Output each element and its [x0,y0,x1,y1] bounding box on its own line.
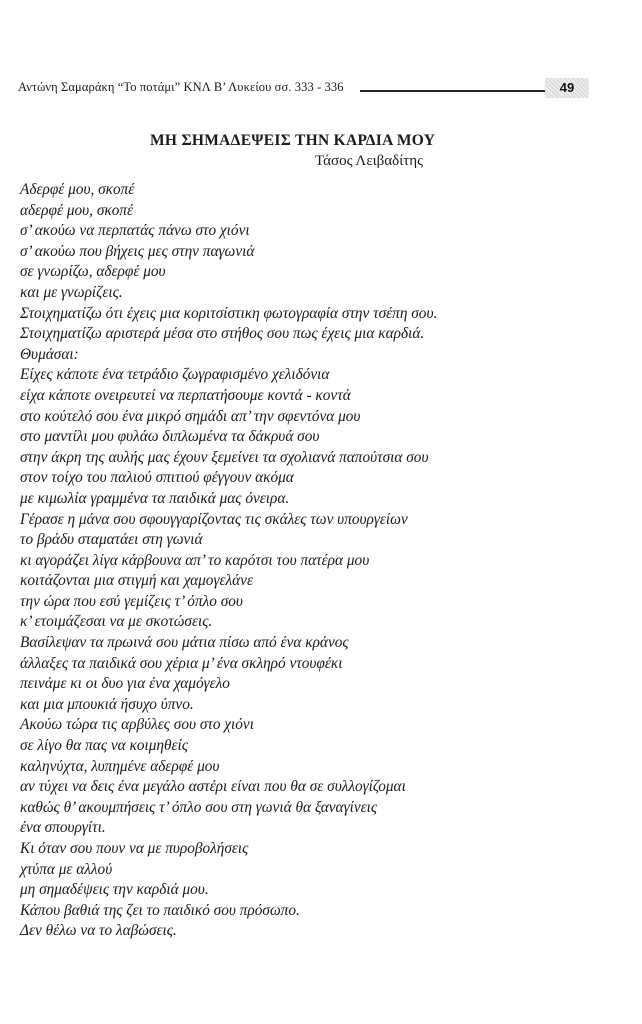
poem-line: κοιτάζονται μια στιγμή και χαμογελάνε [20,572,253,590]
poem-line: πεινάμε κι οι δυο για ένα χαμόγελο [20,675,230,693]
page-header [18,78,628,100]
poem-line: Δεν θέλω να το λαβώσεις. [20,922,177,940]
poem-line: μη σημαδέψεις την καρδιά μου. [20,881,209,899]
poem-line: Στοιχηματίζω αριστερά μέσα στο στήθος σου πως έχεις μια καρδιά. [20,325,425,343]
poem-line: Βασίλεψαν τα πρωινά σου μάτια πίσω από ένα κράνος [20,634,349,652]
poem-line: Γέρασε η μάνα σου σφουγγαρίζοντας τις σκάλες των υπουργείων [20,510,408,528]
source-citation: Αντώνη Σαμαράκη “Το ποτάμι” ΚΝΛ Β’ Λυκείου σσ. 333 - 336 [18,80,344,94]
poem-line: αδερφέ μου, σκοπέ [20,201,134,219]
poem-line: Ακούω τώρα τις αρβύλες σου στο χιόνι [20,716,254,734]
poem-line: και με γνωρίζεις. [20,283,123,301]
poem-line: Κι όταν σου πουν να με πυροβολήσεις [20,840,249,857]
poem-line: κ’ ετοιμάζεσαι να με σκοτώσεις. [20,613,213,631]
poem-line: αν τύχει να δεις ένα μεγάλο αστέρι είναι που θα σε συλλογίζομαι [20,778,406,796]
poem-line: στο κούτελό σου ένα μικρό σημάδι απ’ την σφεντόνα μου [20,407,361,425]
poem-line: ένα σπουργίτι. [20,819,106,837]
poem-body [20,180,620,942]
poem-line: σ’ ακούω που βήχεις μες στην παγωνιά [20,242,255,260]
poem-line: χτύπα με αλλού [20,860,113,878]
poem-line: στην άκρη της αυλής μας έχουν ξεμείνει τα σχολιανά παπούτσια σου [20,448,429,466]
poem-line: καθώς θ’ ακουμπήσεις τ’ όπλο σου στη γωνιά θα ξαναγίνεις [20,798,378,816]
poem-line: το βράδυ σταματάει στη γωνιά [20,531,203,549]
poem-line: Αδερφέ μου, σκοπέ [20,181,135,198]
poem-line: Είχες κάποτε ένα τετράδιο ζωγραφισμένο χελιδόνια [20,366,330,384]
poem-line: Θυμάσαι: [20,345,79,363]
poem-line: σε γνωρίζω, αδερφέ μου [20,263,166,281]
poem-line: στον τοίχο του παλιού σπιτιού φέγγουν ακόμα [20,469,294,487]
poem-author: Τάσος Λειβαδίτης [315,153,424,169]
poem-line: με κιμωλία γραμμένα τα παιδικά μας όνειρα. [20,489,290,507]
poem-line: Στοιχηματίζω ότι έχεις μια κοριτσίστικη φωτογραφία στην τσέπη σου. [20,304,438,322]
poem-line: την ώρα που εσύ γεμίζεις τ’ όπλο σου [20,592,243,610]
poem-line: είχα κάποτε ονειρευτεί να περπατήσουμε κοντά - κοντά [20,386,351,404]
poem-line: σε λίγο θα πας να κοιμηθείς [20,737,189,755]
poem-line: Κάπου βαθιά της ζει το παιδικό σου πρόσωπο. [20,901,300,919]
poem-title: ΜΗ ΣΗΜΑΔΕΨΕΙΣ ΤΗΝ ΚΑΡΔΙΑ ΜΟΥ [150,132,436,149]
poem-line: και μια μπουκιά ήσυχο ύπνο. [20,695,194,713]
poem-line: καληνύχτα, λυπημένε αδερφέ μου [20,757,220,775]
poem-line: στο μαντίλι μου φυλάω διπλωμένα τα δάκρυά σου [20,428,320,446]
header-divider [360,90,550,92]
page-number: 49 [545,78,589,98]
poem-line: κι αγοράζει λίγα κάρβουνα απ’ το καρότσι του πατέρα μου [20,551,370,569]
poem-line: σ’ ακούω να περπατάς πάνω στο χιόνι [20,222,250,240]
poem-line: άλλαξες τα παιδικά σου χέρια μ’ ένα σκληρό ντουφέκι [20,654,343,672]
